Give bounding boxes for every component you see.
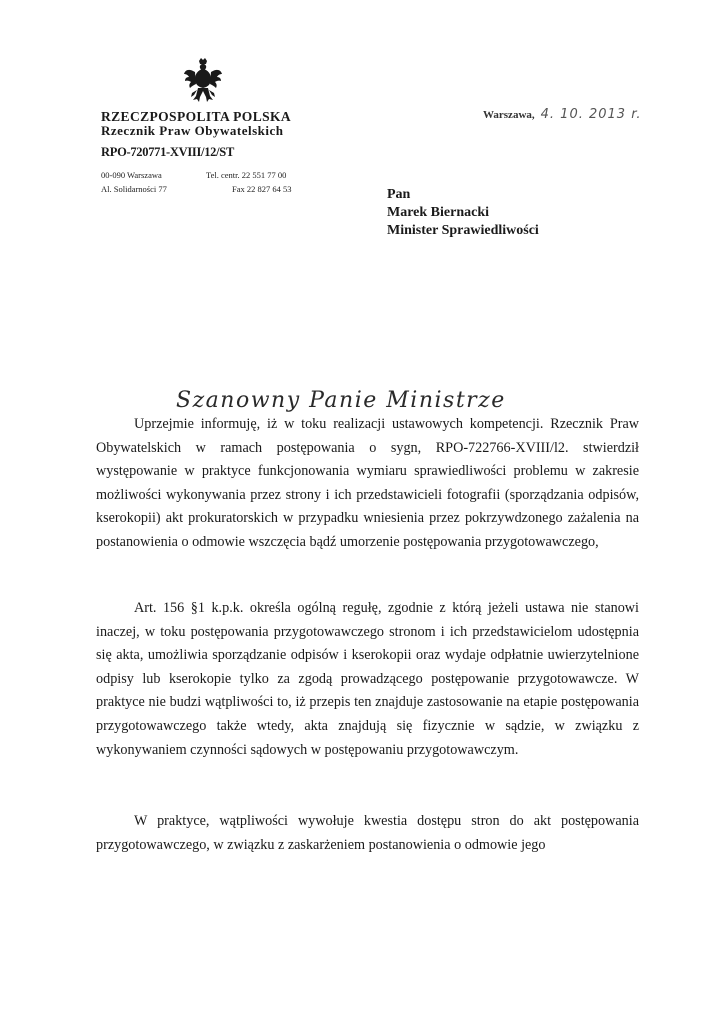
place-and-date (483, 108, 641, 122)
body-paragraph-1: Uprzejmie informuję, iż w toku realizacji ustawowych kompetencji. Rzecznik Praw Obywatelskich w ramach postępowania o sygn, RPO-722766-XVIII/l2. stwierdził występowanie w praktyce funkcjonowania wymiaru sprawiedliwości problemu w zakresie możliwości wykonywania przez strony i ich przedstawicieli fotografii (sporządzania odpisów, kserokopii) akt prokuratorskich w przypadku wniesienia przez pokrzywdzonego zażalenia na postanowienia o odmowie wszczęcia bądź umorzenie postępowania przygotowawczego, (96, 416, 639, 550)
institution-name: RZECZPOSPOLITA POLSKA (101, 109, 292, 124)
handwritten-salutation: Szanowny Panie Ministrze (176, 388, 506, 413)
body-paragraph-3: W praktyce, wątpliwości wywołuje kwestia dostępu stron do akt postępowania przygotowawczego, w związku z zaskarżeniem postanowienia o odmowie jego (96, 813, 639, 853)
reference-number: RPO-720771-XVIII/12/ST (101, 145, 234, 159)
recipient-title: Minister Sprawiedliwości (387, 223, 539, 238)
polish-eagle-emblem-icon (183, 58, 223, 104)
recipient-block (387, 186, 539, 240)
office-name: Rzecznik Praw Obywatelskich (101, 123, 284, 138)
address-street: Al. Solidarności 77 (101, 184, 167, 194)
handwritten-date: 4. 10. 2013 r. (540, 107, 642, 122)
place: Warszawa, (483, 109, 535, 121)
recipient-name: Marek Biernacki (387, 205, 490, 220)
fax-number: Fax 22 827 64 53 (232, 184, 292, 194)
address-postcode: 00-090 Warszawa (101, 170, 162, 180)
phone-number: Tel. centr. 22 551 77 00 (206, 170, 287, 180)
body-paragraph-2: Art. 156 §1 k.p.k. określa ogólną regułę, zgodnie z którą jeżeli ustawa nie stanowi inaczej, w toku postępowania przygotowawczego stronom i ich przedstawicielom udostępnia się akta, umożliwia sporządzanie odpisów i kserokopii oraz wydaje odpłatnie uwierzytelnione odpisy lub kserokopie tylko za zgodą prowadzącego postępowanie przygotowawcze. W praktyce nie budzi wątpliwości to, iż przepis ten znajduje zastosowanie na etapie postępowania przygotowawczego także wtedy, akta znajdują się fizycznie w sądzie, w związku z wykonywaniem czynności sądowych w postępowaniu przygotowawczym. (96, 600, 639, 758)
recipient-salutation: Pan (387, 187, 411, 202)
